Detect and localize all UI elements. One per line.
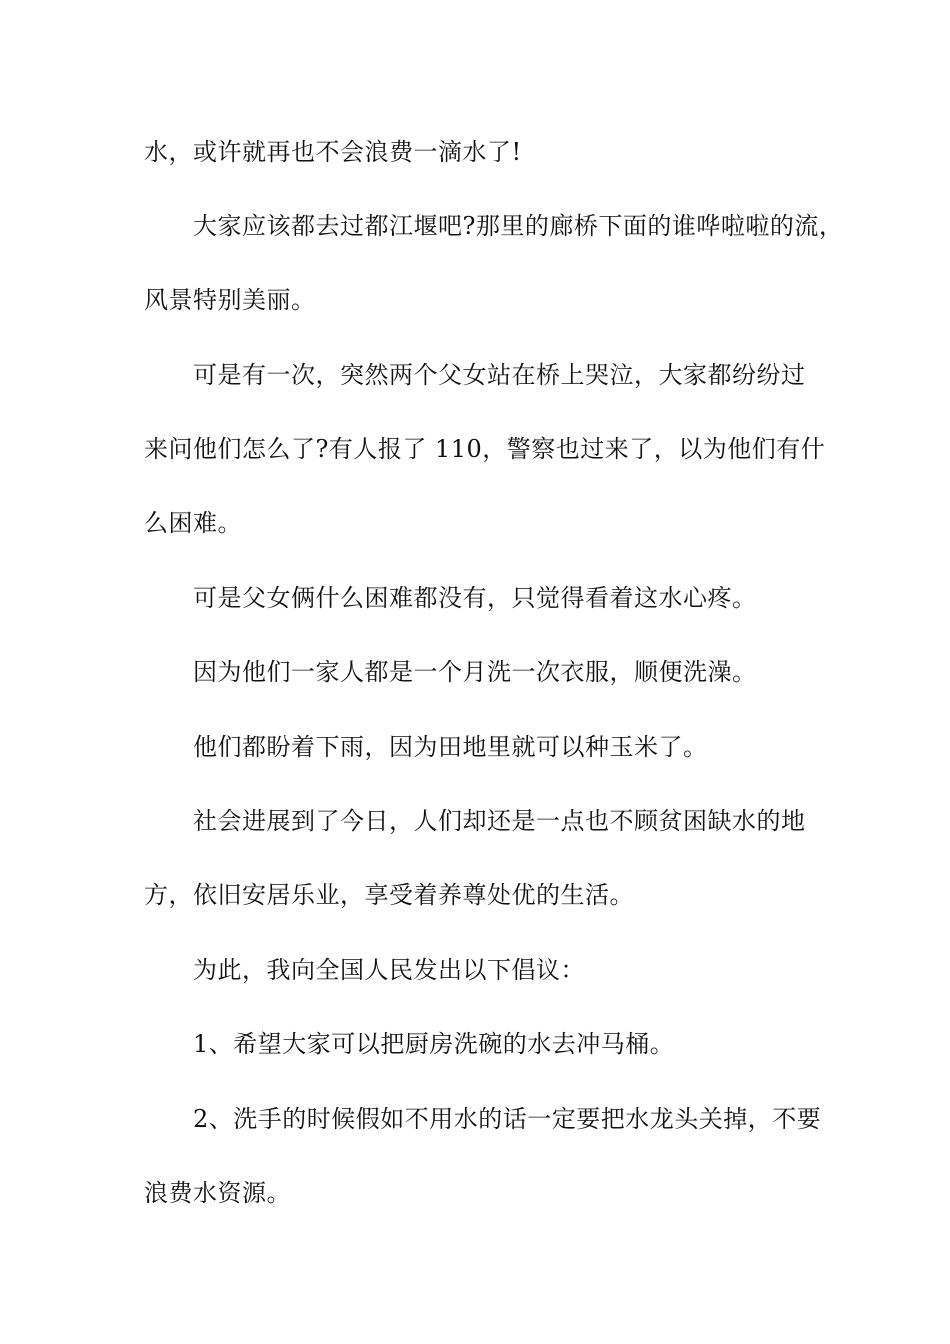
text-line: 1、希望大家可以把厨房洗碗的水去冲马桶。: [193, 1030, 675, 1058]
text-line: 方，依旧安居乐业，享受着养尊处优的生活。: [144, 881, 634, 909]
text-line: 他们都盼着下雨，因为田地里就可以种玉米了。: [193, 733, 708, 761]
text-line: 么困难。: [144, 509, 242, 537]
text-line: 大家应该都去过都江堰吧?那里的廊桥下面的谁哗啦啦的流，: [193, 212, 844, 240]
text-line: 社会进展到了今日，人们却还是一点也不顾贫困缺水的地: [193, 807, 806, 835]
text-line: 水，或许就再也不会浪费一滴水了!: [144, 138, 522, 166]
text-line: 浪费水资源。: [144, 1179, 291, 1207]
text-line: 风景特别美丽。: [144, 286, 316, 314]
text-line: 2、洗手的时候假如不用水的话一定要把水龙头关掉，不要: [193, 1105, 822, 1133]
text-line: 为此，我向全国人民发出以下倡议：: [193, 956, 585, 984]
text-line: 可是父女俩什么困难都没有，只觉得看着这水心疼。: [193, 584, 757, 612]
text-line: 可是有一次，突然两个父女站在桥上哭泣，大家都纷纷过: [193, 361, 806, 389]
text-line: 来问他们怎么了?有人报了 110，警察也过来了，以为他们有什: [144, 435, 826, 463]
text-line: 因为他们一家人都是一个月洗一次衣服，顺便洗澡。: [193, 658, 757, 686]
